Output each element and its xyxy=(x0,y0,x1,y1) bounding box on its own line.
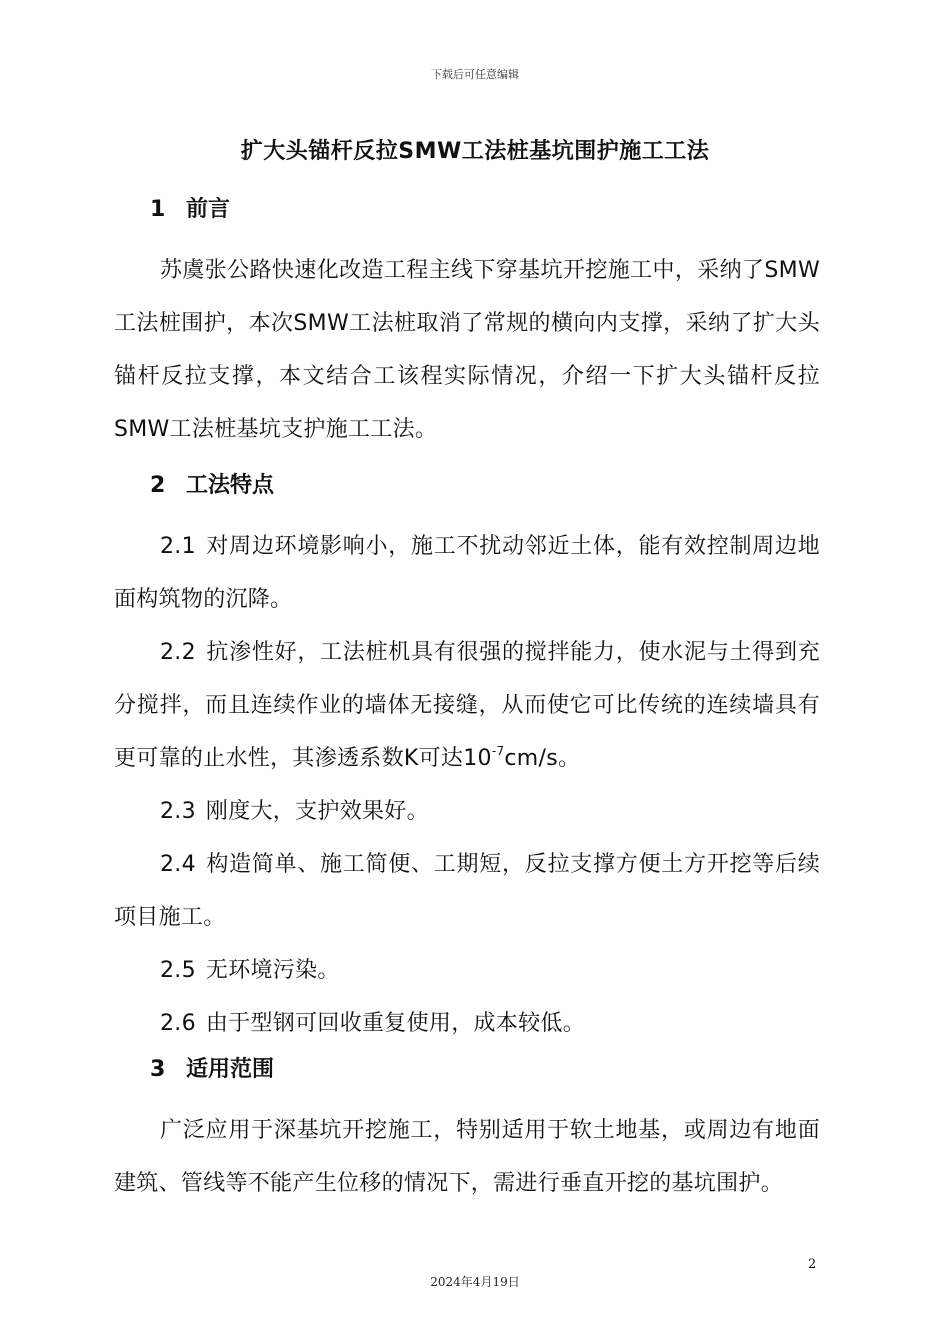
section-3-number: 3 xyxy=(150,1057,166,1082)
section-1-paragraph: 苏虞张公路快速化改造工程主线下穿基坑开挖施工中，采纳了SMW工法桩围护，本次SMW工法桩取消了常规的横向内支撑，采纳了扩大头锚杆反拉支撑，本文结合工该程实际情况，介绍一下扩大头锚杆反拉SMW工法桩基坑支护施工工法。 xyxy=(114,258,820,442)
item-2-6-label: 2.6 xyxy=(160,1011,196,1036)
section-3-heading xyxy=(114,1050,820,1090)
item-2-5-label: 2.5 xyxy=(160,958,196,983)
item-2-6 xyxy=(114,997,820,1050)
section-1-heading xyxy=(114,190,820,230)
item-2-2 xyxy=(114,626,820,785)
item-2-4-label: 2.4 xyxy=(160,852,196,877)
section-1-number: 1 xyxy=(150,197,166,222)
document-title: 扩大头锚杆反拉SMW工法桩基坑围护施工工法 xyxy=(240,139,710,164)
item-2-3 xyxy=(114,785,820,838)
section-2-heading xyxy=(114,466,820,506)
item-2-6-text: 由于型钢可回收重复使用，成本较低。 xyxy=(205,1011,585,1036)
item-2-4-text: 构造简单、施工简便、工期短，反拉支撑方便土方开挖等后续项目施工。 xyxy=(114,852,820,930)
item-2-3-text: 刚度大，支护效果好。 xyxy=(205,799,429,824)
item-2-2-label: 2.2 xyxy=(160,640,196,665)
document-body xyxy=(114,190,820,1210)
item-2-2-exponent: -7 xyxy=(491,743,505,758)
item-2-3-label: 2.3 xyxy=(160,799,196,824)
item-2-5 xyxy=(114,944,820,997)
section-3-paragraph: 广泛应用于深基坑开挖施工，特别适用于软土地基，或周边有地面建筑、管线等不能产生位移的情况下，需进行垂直开挖的基坑围护。 xyxy=(114,1118,820,1196)
item-2-4 xyxy=(114,838,820,944)
item-2-5-text: 无环境污染。 xyxy=(205,958,340,983)
section-3-title: 适用范围 xyxy=(186,1057,275,1082)
section-1-title: 前言 xyxy=(186,197,231,222)
item-2-2-text-b: cm/s。 xyxy=(504,746,581,771)
page-number: 2 xyxy=(808,1257,817,1272)
item-2-1-text: 对周边环境影响小，施工不扰动邻近土体，能有效控制周边地面构筑物的沉降。 xyxy=(114,534,820,612)
item-2-2-text-a: 抗渗性好，工法桩机具有很强的搅拌能力，使水泥与土得到充分搅拌，而且连续作业的墙体无接缝，从而使它可比传统的连续墙具有更可靠的止水性，其渗透系数K可达10 xyxy=(114,640,820,771)
section-2-number: 2 xyxy=(150,473,166,498)
page-header-note: 下载后可任意编辑 xyxy=(431,68,519,81)
page-footer-date: 2024年4月19日 xyxy=(430,1275,520,1289)
item-2-1-label: 2.1 xyxy=(160,534,196,559)
item-2-1 xyxy=(114,520,820,626)
section-2-title: 工法特点 xyxy=(186,473,275,498)
